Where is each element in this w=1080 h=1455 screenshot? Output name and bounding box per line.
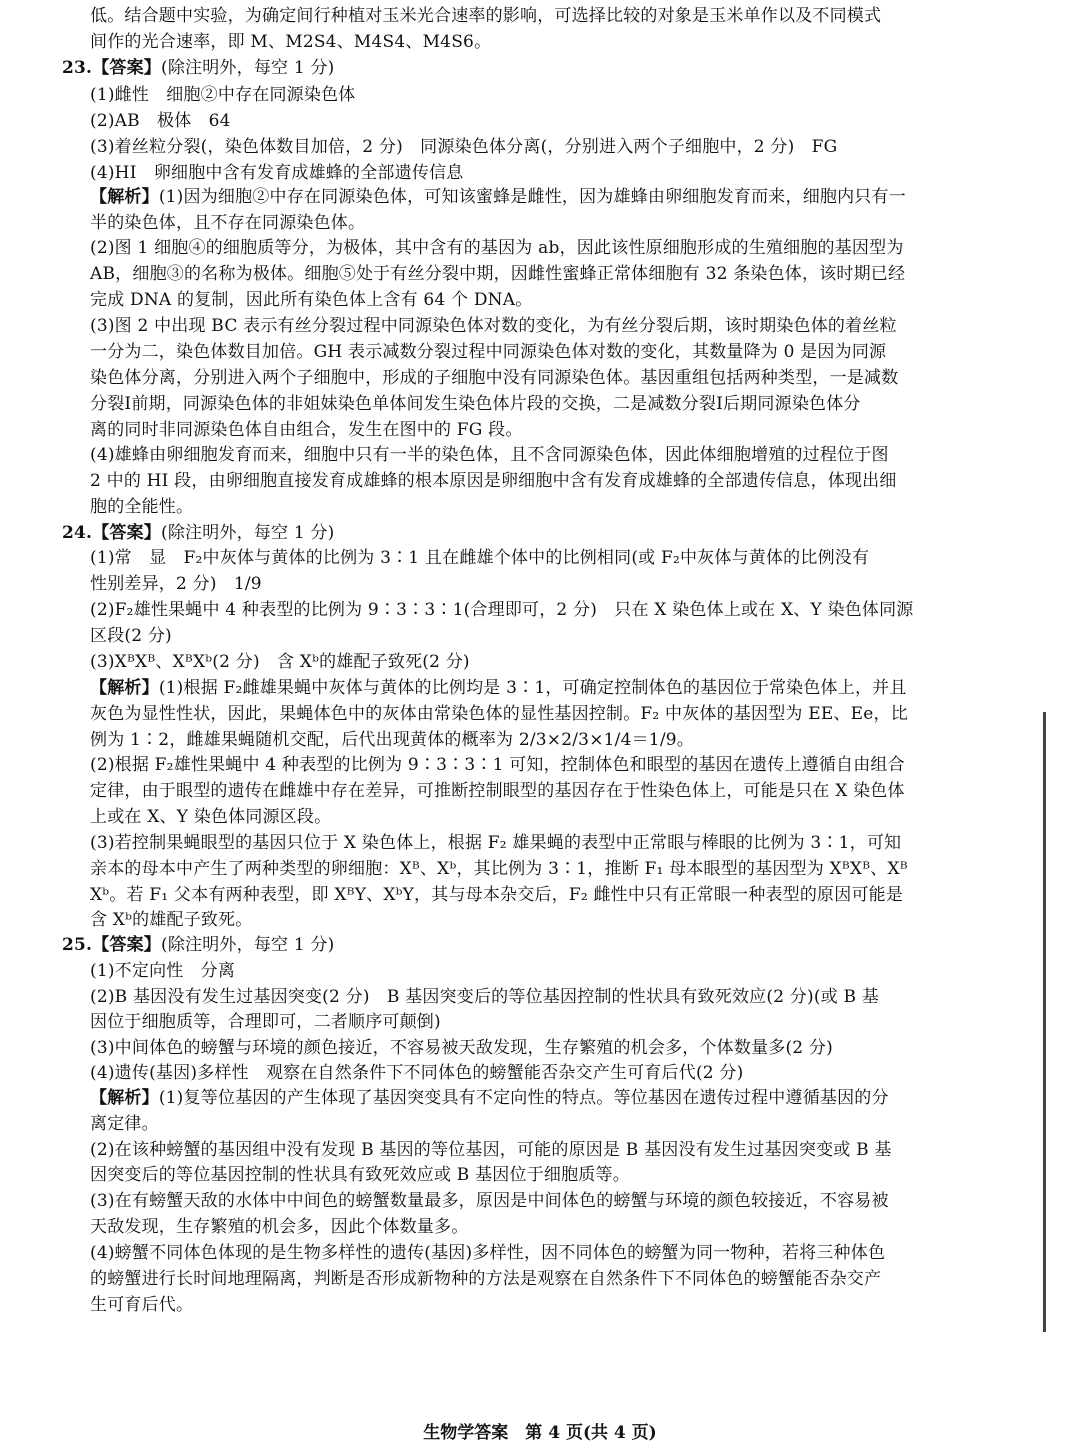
analysis-line: 一分为二，染色体数目加倍。GH 表示减数分裂过程中同源染色体对数的变化，其数量降为 0 是因为同源 <box>90 342 887 362</box>
analysis-line: 上或在 X、Y 染色体同源区段。 <box>90 807 332 827</box>
analysis-line <box>90 189 906 206</box>
answer-line: (2)B 基因没有发生过基因突变(2 分) B 基因突变后的等位基因控制的性状具有致死效应(2 分)(或 B 基 <box>90 987 879 1007</box>
analysis-line: 生可育后代。 <box>90 1295 194 1315</box>
text-line: 低。结合题中实验，为确定间行种植对玉米光合速率的影响，可选择比较的对象是玉米单作以及不同模式 <box>90 6 882 26</box>
analysis-heading: 【解析】 <box>90 187 159 207</box>
scoring-note: (除注明外，每空 1 分) <box>161 523 335 543</box>
analysis-line: 的螃蟹进行长时间地理隔离，判断是否形成新物种的方法是观察在自然条件下不同体色的螃蟹能否杂交产 <box>90 1269 882 1289</box>
answer-line: (2)AB 极体 64 <box>90 111 231 131</box>
analysis-line <box>90 680 907 697</box>
page-footer: 生物学答案 第 4 页(共 4 页) <box>423 1423 657 1443</box>
analysis-line: 离的同时非同源染色体自由组合，发生在图中的 FG 段。 <box>90 420 523 440</box>
answer-line: (1)不定向性 分离 <box>90 961 236 981</box>
analysis-line: 2 中的 HI 段，由卵细胞直接发育成雄蜂的根本原因是卵细胞中含有发育成雄蜂的全部遗传信息，体现出细 <box>90 471 897 491</box>
analysis-line: 胞的全能性。 <box>90 497 194 517</box>
question-number: 25. <box>62 935 93 955</box>
scoring-note: (除注明外，每空 1 分) <box>161 58 335 78</box>
analysis-line: 例为 1∶2，雌雄果蝇随机交配，后代出现黄体的概率为 2/3×2/3×1/4＝1/9。 <box>90 730 694 750</box>
analysis-text: (1)根据 F₂雌雄果蝇中灰体与黄体的比例均是 3∶1，可确定控制体色的基因位于常染色体上，并且 <box>158 678 907 698</box>
analysis-heading: 【解析】 <box>90 678 159 698</box>
answer-line: (3)XᴮXᴮ、XᴮXᵇ(2 分) 含 Xᵇ的雄配子致死(2 分) <box>90 652 470 672</box>
answer-line: (3)中间体色的螃蟹与环境的颜色接近，不容易被天敌发现，生存繁殖的机会多，个体数量多(2 分) <box>90 1038 833 1058</box>
analysis-line: (4)雄蜂由卵细胞发育而来，细胞中只有一半的染色体，且不含同源染色体，因此体细胞增殖的过程位于图 <box>90 445 889 465</box>
answer-line: 因位于细胞质等，合理即可，二者顺序可颠倒) <box>90 1012 441 1032</box>
answer-line: (1)雌性 细胞②中存在同源染色体 <box>90 85 356 105</box>
analysis-line: 完成 DNA 的复制，因此所有染色体上含有 64 个 DNA。 <box>90 290 533 310</box>
question-number: 24. <box>62 523 93 543</box>
analysis-line: 灰色为显性性状，因此，果蝇体色中的灰体由常染色体的显性基因控制。F₂ 中灰体的基因型为 EE、Ee，比 <box>90 704 908 724</box>
answer-line: (1)常 显 F₂中灰体与黄体的比例为 3∶1 且在雌雄个体中的比例相同(或 F₂中灰体与黄体的比例没有 <box>90 548 870 568</box>
answer-heading: 【答案】 <box>92 935 161 955</box>
scoring-note: (除注明外，每空 1 分) <box>161 935 335 955</box>
analysis-line: (2)根据 F₂雄性果蝇中 4 种表型的比例为 9∶3∶3∶1 可知，控制体色和眼型的基因在遗传上遵循自由组合 <box>90 755 905 775</box>
analysis-line: (3)若控制果蝇眼型的基因只位于 X 染色体上，根据 F₂ 雄果蝇的表型中正常眼与棒眼的比例为 3∶1，可知 <box>90 833 902 853</box>
analysis-line: Xᵇ。若 F₁ 父本有两种表型，即 XᴮY、XᵇY，其与母本杂交后，F₂ 雌性中只有正常眼一种表型的原因可能是 <box>90 885 904 905</box>
analysis-line: (2)在该种螃蟹的基因组中没有发现 B 基因的等位基因，可能的原因是 B 基因没有发生过基因突变或 B 基 <box>90 1140 892 1160</box>
text-line: 间作的光合速率，即 M、M2S4、M4S4、M4S6。 <box>90 32 492 52</box>
answer-line: (2)F₂雄性果蝇中 4 种表型的比例为 9∶3∶3∶1(合理即可，2 分) 只在 X 染色体上或在 X、Y 染色体同源 <box>90 600 914 620</box>
analysis-line: 离定律。 <box>90 1114 159 1134</box>
analysis-line: 分裂Ⅰ前期，同源染色体的非姐妹染色单体间发生染色体片段的交换，二是减数分裂Ⅰ后期同源染色体分 <box>90 394 861 414</box>
analysis-line: 半的染色体，且不存在同源染色体。 <box>90 213 366 233</box>
answer-line: (4)遗传(基因)多样性 观察在自然条件下不同体色的螃蟹能否杂交产生可育后代(2 分) <box>90 1063 744 1083</box>
answer-line: (3)着丝粒分裂(，染色体数目加倍，2 分) 同源染色体分离(，分别进入两个子细胞中，2 分) FG <box>90 137 838 157</box>
analysis-text: (1)复等位基因的产生体现了基因突变具有不定向性的特点。等位基因在遗传过程中遵循基因的分 <box>158 1088 889 1108</box>
analysis-line: (3)在有螃蟹天敌的水体中中间色的螃蟹数量最多，原因是中间体色的螃蟹与环境的颜色较接近，不容易被 <box>90 1191 889 1211</box>
question-25-header <box>62 937 335 954</box>
answer-line: 性别差异，2 分) 1/9 <box>90 574 262 594</box>
analysis-line: 染色体分离，分别进入两个子细胞中，形成的子细胞中没有同源染色体。基因重组包括两种类型，一是减数 <box>90 368 899 388</box>
analysis-line: AB，细胞③的名称为极体。细胞⑤处于有丝分裂中期，因雌性蜜蜂正常体细胞有 32 条染色体，该时期已经 <box>90 264 906 284</box>
analysis-line: 天敌发现，生存繁殖的机会多，因此个体数量多。 <box>90 1217 469 1237</box>
analysis-line: (3)图 2 中出现 BC 表示有丝分裂过程中同源染色体对数的变化，为有丝分裂后期，该时期染色体的着丝粒 <box>90 316 897 336</box>
scrollbar[interactable] <box>1043 712 1046 1332</box>
answer-heading: 【答案】 <box>92 523 161 543</box>
analysis-line: 因突变后的等位基因控制的性状具有致死效应或 B 基因位于细胞质等。 <box>90 1165 630 1185</box>
analysis-line <box>90 1090 889 1107</box>
question-24-header <box>62 525 335 542</box>
analysis-line: 含 Xᵇ的雄配子致死。 <box>90 910 253 930</box>
answer-line: 区段(2 分) <box>90 626 172 646</box>
analysis-line: (4)螃蟹不同体色体现的是生物多样性的遗传(基因)多样性，因不同体色的螃蟹为同一物种，若将三种体色 <box>90 1243 886 1263</box>
analysis-heading: 【解析】 <box>90 1088 159 1108</box>
question-23-header <box>62 60 335 77</box>
analysis-line: (2)图 1 细胞④的细胞质等分，为极体，其中含有的基因为 ab，因此该性原细胞形成的生殖细胞的基因型为 <box>90 238 904 258</box>
question-number: 23. <box>62 58 93 78</box>
analysis-line: 定律，由于眼型的遗传在雌雄中存在差异，可推断控制眼型的基因存在于性染色体上，可能是只在 X 染色体 <box>90 781 905 801</box>
analysis-line: 亲本的母本中产生了两种类型的卵细胞：Xᴮ、Xᵇ，其比例为 3∶1，推断 F₁ 母本眼型的基因型为 XᴮXᴮ、Xᴮ <box>90 859 908 879</box>
analysis-text: (1)因为细胞②中存在同源染色体，可知该蜜蜂是雌性，因为雄蜂由卵细胞发育而来，细胞内只有一 <box>158 187 906 207</box>
answer-heading: 【答案】 <box>92 58 161 78</box>
answer-line: (4)HI 卵细胞中含有发育成雄蜂的全部遗传信息 <box>90 163 464 183</box>
